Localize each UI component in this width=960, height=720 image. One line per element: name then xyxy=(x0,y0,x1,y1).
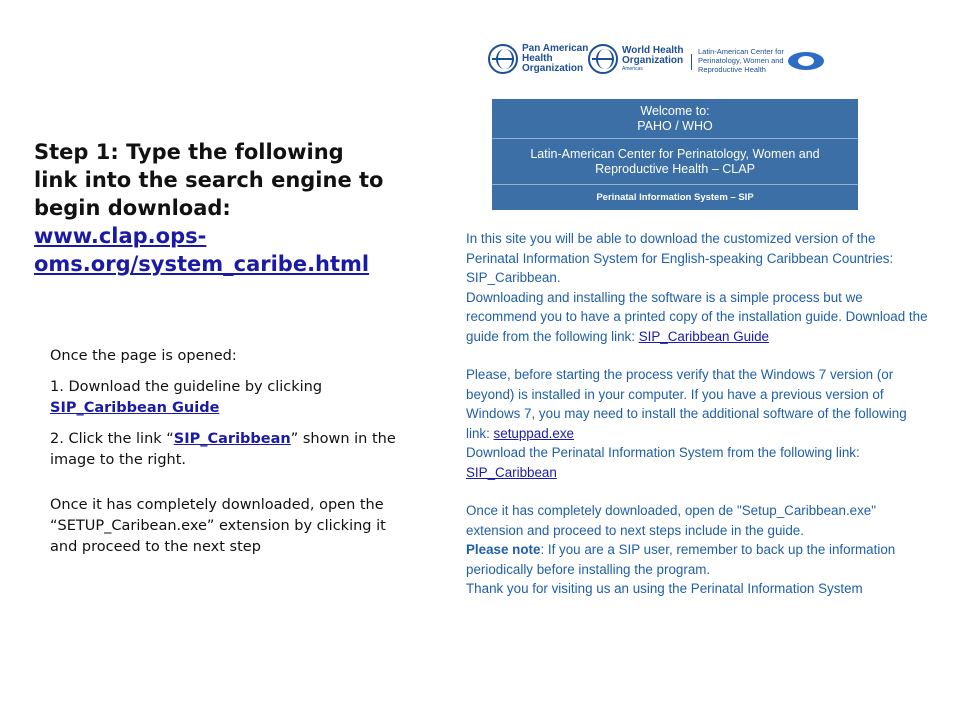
paho-line2: Health xyxy=(522,53,553,64)
step-download-guide xyxy=(50,377,410,419)
info-download-paragraph xyxy=(466,443,928,482)
paho-globe-icon xyxy=(488,44,518,74)
info-windows-text: Please, before starting the process verify that the Windows 7 version (or beyond) is installed in your computer. If you have a previous version of Windows 7, you may need to install the additional software of the following link: xyxy=(466,367,907,441)
banner-center xyxy=(492,139,858,185)
info-sip-caribbean-link[interactable]: SIP_Caribbean xyxy=(466,464,557,480)
instructions xyxy=(50,346,410,568)
info-thanks-text: Thank you for visiting us an using the Perinatal Information System xyxy=(466,581,863,596)
logo-divider xyxy=(691,54,692,70)
info-guide-text: Downloading and installing the software is a simple process but we recommend you to have a printed copy of the installation guide. Download the guide from the following link: xyxy=(466,289,928,344)
info-note-paragraph xyxy=(466,540,928,579)
info-intro: In this site you will be able to download the customized version of the Perinatal Information System for English-speaking Caribbean Countries: SIP_Caribbean. xyxy=(466,231,894,285)
info-windows-paragraph xyxy=(466,365,928,443)
clap-logo xyxy=(698,47,824,74)
clap-line3: Reproductive Health xyxy=(698,65,766,74)
banner-welcome-line2: PAHO / WHO xyxy=(637,118,713,133)
final-step-text: Once it has completely downloaded, open the “SETUP_Caribean.exe” extension by clicking it and proceed to the next step xyxy=(50,497,386,555)
info-open-text: Once it has completely downloaded, open de "Setup_Caribbean.exe" extension and proceed to next steps include in the guide. xyxy=(466,503,877,538)
paho-logo xyxy=(488,44,588,74)
paho-line1: Pan American xyxy=(522,43,589,54)
step1-title-text: Step 1: Type the following link into the search engine to begin download: xyxy=(34,140,384,220)
info-note-label: Please note xyxy=(466,542,541,557)
clap-emblem-icon xyxy=(788,52,824,70)
system-caribe-link[interactable]: www.clap.ops-oms.org/system_caribe.html xyxy=(34,224,370,276)
clap-line1: Latin-American Center for xyxy=(698,47,784,56)
paho-line3: Organization xyxy=(522,63,584,74)
logo-row xyxy=(488,40,848,82)
site-info-text xyxy=(466,229,928,599)
info-guide-paragraph xyxy=(466,288,928,347)
who-logo xyxy=(588,44,683,74)
step2-prefix: 2. Click the link “ xyxy=(50,431,174,447)
step2-suffix: ” shown in the image to the right. xyxy=(50,431,396,468)
banner-welcome xyxy=(492,99,858,139)
welcome-banner xyxy=(492,99,858,210)
banner-welcome-line1: Welcome to: xyxy=(640,103,710,118)
step-click-link xyxy=(50,429,410,471)
who-line2: Organization xyxy=(622,55,684,66)
banner-center-line2: Reproductive Health – CLAP xyxy=(595,161,755,176)
banner-system: Perinatal Information System – SIP xyxy=(596,192,754,203)
banner-center-line1: Latin-American Center for Perinatology, Women and xyxy=(530,146,820,161)
who-sub: Americas xyxy=(622,66,643,72)
info-download-text: Download the Perinatal Information System from the following link: xyxy=(466,445,860,460)
who-line1: World Health xyxy=(622,45,684,56)
who-emblem-icon xyxy=(588,44,618,74)
step1-title xyxy=(34,138,394,278)
sip-caribbean-link[interactable]: SIP_Caribbean xyxy=(173,431,291,447)
opened-text: Once the page is opened: xyxy=(50,348,237,364)
setuppad-link[interactable]: setuppad.exe xyxy=(493,425,574,441)
guide-link[interactable]: SIP_Caribbean Guide xyxy=(50,400,220,416)
clap-line2: Perinatology, Women and xyxy=(698,56,784,65)
info-note-text: : If you are a SIP user, remember to back up the information periodically before installing the program. xyxy=(466,542,896,577)
step1-text: 1. Download the guideline by clicking xyxy=(50,379,323,395)
info-guide-link[interactable]: SIP_Caribbean Guide xyxy=(638,328,769,344)
